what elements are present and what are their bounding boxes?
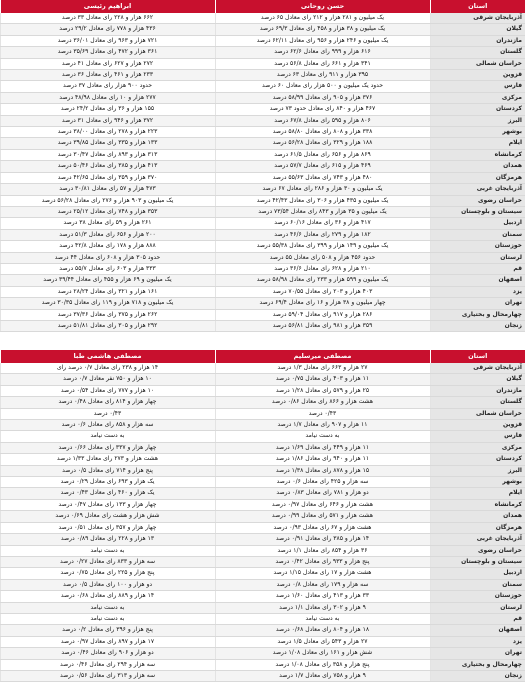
vote-cell: ۰/۴۳ درصد — [0, 408, 215, 419]
table-row — [0, 670, 525, 681]
vote-cell: یک هزار و ۴۶۰ رای معادل ۰/۴۳ درصد — [0, 488, 215, 499]
province-cell: همدان — [430, 161, 525, 172]
province-cell: مرکزی — [430, 442, 525, 453]
vote-cell: حدود ۴۵۶ هزار و ۵۰۸ رای معادل ۵۵ درصد — [215, 252, 430, 263]
table-row — [0, 47, 525, 58]
vote-cell: ۱۴ هزار و ۸۸۹ رای معادل ۰/۶۸ درصد — [0, 591, 215, 602]
vote-cell: ۴۶۹ هزار و ۶۱۵ رای معادل ۵۷/۷ درصد — [215, 161, 430, 172]
province-cell: گیلان — [430, 24, 525, 35]
table-row — [0, 488, 525, 499]
vote-cell: یک میلیون و ۲۸۱ هزار و ۲۱۲ رای معادل ۶۵ درصد — [215, 13, 430, 24]
province-cell: چهارمحال و بختیاری — [430, 659, 525, 670]
vote-cell: به دست نیامد — [0, 545, 215, 556]
vote-cell: ۱۳۳ هزار و ۳۳۵ رای معادل ۳۹/۸۵ درصد — [0, 138, 215, 149]
vote-cell: ۶۱۶ هزار و ۹۹۹ رای معادل ۶۲/۶ درصد — [215, 47, 430, 58]
vote-cell: پنج هزار و ۳۵۸ رای معادل ۱/۰۸ درصد — [215, 659, 430, 670]
table-row — [0, 648, 525, 659]
table-body — [0, 13, 525, 332]
province-cell: کردستان — [430, 104, 525, 115]
province-cell: فارس — [430, 431, 525, 442]
province-cell: مازندران — [430, 35, 525, 46]
vote-cell: یک میلیون و ۳۰ هزار و ۲۸۶ رای معادل ۶۷ درصد — [215, 184, 430, 195]
vote-cell: سه هزار و ۴۲۵ رای معادل ۰/۶ درصد — [215, 477, 430, 488]
vote-cell: ۳۶۱ هزار و ۴۷۲ رای معادل ۳۵/۶۹ درصد — [0, 47, 215, 58]
vote-cell: ۱۰ هزار و ۷۵۰ نفر معادل ۰/۷ درصد — [0, 374, 215, 385]
table-row — [0, 477, 525, 488]
vote-cell: چهار هزار و ۸۱۴ رای معادل ۰/۴۸ درصد — [0, 397, 215, 408]
table-row — [0, 218, 525, 229]
vote-cell: به دست نیامد — [215, 613, 430, 624]
vote-cell: ۱۸ هزار و ۸۰۴ رای معادل ۰/۶۸ درصد — [215, 625, 430, 636]
province-cell: آذربایجان غربی — [430, 184, 525, 195]
vote-cell: ۴۷۳ هزار و ۵۷ رای معادل ۳۰/۸۱ درصد — [0, 184, 215, 195]
table-row — [0, 70, 525, 81]
vote-cell: هشت هزار و ۶۴۶ رای معادل ۰/۹۷ درصد — [215, 499, 430, 510]
header-candidate-raisi: ابراهیم رئیسی — [0, 0, 215, 13]
table-row — [0, 320, 525, 331]
table-row — [0, 556, 525, 567]
header-province: استان — [430, 350, 525, 363]
vote-cell: ۲۶۱ هزار و ۵۹ رای معادل ۳۸ درصد — [0, 218, 215, 229]
province-cell: کرمانشاه — [430, 149, 525, 160]
table-row — [0, 591, 525, 602]
table-row — [0, 420, 525, 431]
header-candidate-mirsalim: مصطفی میرسلیم — [215, 350, 430, 363]
vote-cell: ۲۷۷ هزار و ۱۰ رای معادل ۴۸/۹۸ درصد — [0, 92, 215, 103]
vote-cell: ۱۶۱ هزار و ۳۲۱ رای معادل ۲۸/۲۴ درصد — [0, 286, 215, 297]
table-row — [0, 309, 525, 320]
vote-cell: ۱۱ هزار و ۹۰۷ رای معادل ۱/۷ درصد — [215, 420, 430, 431]
province-cell: اصفهان — [430, 625, 525, 636]
vote-cell: سه هزار و ۸۳۳ رای معادل ۰/۲۷ درصد — [0, 556, 215, 567]
vote-cell: ۱۵۵ هزار و ۳۶ رای معادل ۲۴/۲ درصد — [0, 104, 215, 115]
table-row — [0, 184, 525, 195]
province-cell: البرز — [430, 465, 525, 476]
table-row — [0, 545, 525, 556]
province-cell: چهارمحال و بختیاری — [430, 309, 525, 320]
vote-cell: یک میلیون و ۱۴۹ هزار و ۳۹۹ رای معادل ۵۵/۳۸ درصد — [215, 241, 430, 252]
vote-cell: ۳۳۳ هزار و ۶۰۳ رای معادل ۵۵/۷ درصد — [0, 263, 215, 274]
bottom-results-table-block — [0, 350, 525, 700]
province-cell: زنجان — [430, 670, 525, 681]
table-row — [0, 408, 525, 419]
vote-cell: ۲۵ هزار و ۵۷۹ رای معادل ۱/۲۸ درصد — [215, 385, 430, 396]
vote-cell: چهار هزار و ۳۵۷ رای معادل ۰/۵۱ درصد — [0, 522, 215, 533]
vote-cell: هشت هزار و ۶۷ رای معادل ۰/۹۳ درصد — [215, 522, 430, 533]
vote-cell: ۳۵۳ هزار و ۷۴۸ رای معادل ۲۵/۱۲ درصد — [0, 206, 215, 217]
table-row — [0, 35, 525, 46]
table-row — [0, 286, 525, 297]
table-row — [0, 442, 525, 453]
vote-cell: یک میلیون و ۶۹ هزار و ۴۵۵ رای معادل ۳۹/۴۴ درصد — [0, 275, 215, 286]
vote-cell: ۴۱۷ هزار و ۳۶ رای معادل ۶۰/۱۶ درصد — [215, 218, 430, 229]
table-row — [0, 522, 525, 533]
province-cell: کرمانشاه — [430, 499, 525, 510]
province-cell: لرستان — [430, 252, 525, 263]
vote-cell: چهار هزار و ۱۳۳ رای معادل ۰/۴۷ درصد — [0, 499, 215, 510]
header-candidate-rouhani: حسن روحانی — [215, 0, 430, 13]
table-row — [0, 104, 525, 115]
province-cell: قزوین — [430, 70, 525, 81]
table-row — [0, 252, 525, 263]
province-cell: کردستان — [430, 454, 525, 465]
table-row — [0, 206, 525, 217]
vote-cell: ۳۱۳ هزار و ۸۹۳ رای معادل ۳۰/۴۷ درصد — [0, 149, 215, 160]
province-cell: گیلان — [430, 374, 525, 385]
vote-cell: به دست نیامد — [215, 431, 430, 442]
vote-cell: هشت هزار و ۸۶۶ رای معادل ۰/۸۶ درصد — [215, 397, 430, 408]
table-body — [0, 363, 525, 682]
vote-cell: ۱۳ هزار و ۲۲۸ رای معادل ۰/۸۹ درصد — [0, 534, 215, 545]
vote-cell: دو هزار و ۱۰۰ رای معادل ۰/۵ درصد — [0, 579, 215, 590]
vote-cell: ۴۰۳ هزار و ۲۰۳ رای معادل ۷۰/۵۵ درصد — [215, 286, 430, 297]
province-cell: خراسان رضوی — [430, 195, 525, 206]
vote-cell: ۳۳ هزار و ۴۱۳ رای معادل ۱/۶۰ درصد — [215, 591, 430, 602]
vote-cell: ۱۵ هزار و ۸۷۸ رای معادل ۱/۳۸ درصد — [215, 465, 430, 476]
vote-cell: ۲۷۲ هزار و ۶۲۷ رای معادل ۴۱ درصد — [0, 58, 215, 69]
vote-cell: ۳۴۱ هزار و ۶۶۱ رای معادل ۵۶/۸ درصد — [215, 58, 430, 69]
table-row — [0, 241, 525, 252]
vote-cell: ۳۵۹ هزار و ۹۸۱ رای معادل ۵۶/۸۱ درصد — [215, 320, 430, 331]
table-row — [0, 602, 525, 613]
vote-cell: سه هزار و ۱۷۹ رای معادل ۰/۸ درصد — [215, 579, 430, 590]
province-cell: سمنان — [430, 229, 525, 240]
vote-cell: ۱۱ هزار و ۴۰۳ رای معادل ۰/۷۵ درصد — [215, 374, 430, 385]
province-cell: اردبیل — [430, 568, 525, 579]
vote-cell: ۳۶ هزار و ۸۵۴ رای معادل ۱/۱ درصد — [215, 545, 430, 556]
table-row — [0, 172, 525, 183]
province-cell: مرکزی — [430, 92, 525, 103]
vote-cell: هشت هزار و ۲۷۳ رای معادل ۱/۳۳ درصد — [0, 454, 215, 465]
table-row — [0, 24, 525, 35]
vote-cell: ۲۱۰ هزار و ۶۲۸ رای معادل ۳۶/۶ درصد — [215, 263, 430, 274]
province-cell: قزوین — [430, 420, 525, 431]
province-cell: ایلام — [430, 488, 525, 499]
province-cell: فارس — [430, 81, 525, 92]
table-header-row — [0, 0, 525, 13]
vote-cell: پنج هزار و ۹۳۳ رای معادل ۰/۴۲ درصد — [215, 556, 430, 567]
vote-cell: یک هزار و ۶۹۳ رای معادل ۰/۲۹ درصد — [0, 477, 215, 488]
vote-cell: دو هزار و ۷۸۱ رای معادل ۰/۸۳ درصد — [215, 488, 430, 499]
province-cell: ایلام — [430, 138, 525, 149]
province-cell: همدان — [430, 511, 525, 522]
province-cell: تهران — [430, 648, 525, 659]
vote-cell: یک میلیون و ۳۸ هزار و ۴۵۸ رای معادل ۶۹/۳ درصد — [215, 24, 430, 35]
table-row — [0, 229, 525, 240]
vote-cell: هشت هزار و ۱۷ رای معادل ۱/۱۵ درصد — [215, 568, 430, 579]
table-row — [0, 613, 525, 624]
table-row — [0, 625, 525, 636]
top-results-table-block — [0, 0, 525, 344]
vote-cell: ۱۸۸ هزار و ۳۲۹ رای معادل ۵۶/۲۸ درصد — [215, 138, 430, 149]
vote-cell: ۲۹۲ هزار و ۳۰۵ رای معادل ۵۱/۸۱ درصد — [0, 320, 215, 331]
province-cell: قم — [430, 263, 525, 274]
table-row — [0, 161, 525, 172]
vote-cell: ۹ هزار و ۳۰۲ رای معادل ۱/۱ درصد — [215, 602, 430, 613]
vote-cell: یک میلیون و ۴۳۵ هزار و ۳۰۶ رای معادل ۴۲/۴۳ درصد — [215, 195, 430, 206]
table-row — [0, 13, 525, 24]
table-header-row — [0, 350, 525, 363]
results-table-bottom — [0, 350, 525, 682]
vote-cell: شش هزار و ۱۶۱ رای معادل ۱/۰۸ درصد — [215, 648, 430, 659]
table-row — [0, 385, 525, 396]
table-row — [0, 568, 525, 579]
vote-cell: حدود یک میلیون و ۵۰۰ هزار رای معادل ۶۰ درصد — [215, 81, 430, 92]
province-cell: هرمزگان — [430, 172, 525, 183]
table-row — [0, 659, 525, 670]
vote-cell: ۳۷۶ هزار و ۹۰۵ رای معادل ۵۸/۹۹ درصد — [215, 92, 430, 103]
vote-cell: حدود ۳۰۵ هزار و ۶۰۸ رای معادل ۴۴ درصد — [0, 252, 215, 263]
province-cell: بوشهر — [430, 127, 525, 138]
table-row — [0, 263, 525, 274]
vote-cell: ۴۸۰ هزار و ۷۴۳ رای معادل ۵۵/۶۳ درصد — [215, 172, 430, 183]
table-row — [0, 534, 525, 545]
province-cell: زنجان — [430, 320, 525, 331]
vote-cell: سه هزار و ۲۹۴ رای معادل ۰/۴۶ درصد — [0, 659, 215, 670]
vote-cell: یک میلیون و ۲۴۶ هزار و ۹۵۶ رای معادل ۶۲/۱۱ درصد — [215, 35, 430, 46]
vote-cell: هشت هزار و ۵۷۱ رای معادل ۰/۹۹ درصد — [215, 511, 430, 522]
table-row — [0, 149, 525, 160]
province-cell: گلستان — [430, 397, 525, 408]
table-row — [0, 454, 525, 465]
vote-cell: ۱۱ هزار و ۹۴۰ رای معادل ۱/۸۶ درصد — [215, 454, 430, 465]
vote-cell: حدود ۹۰۰ هزار رای معادل ۳۷ درصد — [0, 81, 215, 92]
vote-cell: ۴۳۶ هزار و ۷۷۸ رای معادل ۲۹/۲ درصد — [0, 24, 215, 35]
province-cell: اصفهان — [430, 275, 525, 286]
table-row — [0, 511, 525, 522]
vote-cell: ۳۷۰ هزار و ۳۵۹ رای معادل ۴۲/۶۵ درصد — [0, 172, 215, 183]
province-cell: مازندران — [430, 385, 525, 396]
table-row — [0, 579, 525, 590]
table-row — [0, 465, 525, 476]
province-cell: تهران — [430, 298, 525, 309]
table-row — [0, 81, 525, 92]
vote-cell: پنج هزار و ۲۲۵ رای معادل ۰/۷۵ درصد — [0, 568, 215, 579]
province-cell: خراسان شمالی — [430, 58, 525, 69]
vote-cell: شش هزار و هشت رای معادل ۰/۶۹ درصد — [0, 511, 215, 522]
province-cell: اردبیل — [430, 218, 525, 229]
vote-cell: یک میلیون و ۵۹۹ هزار و ۲۳۳ رای معادل ۵۸/۹۸ درصد — [215, 275, 430, 286]
table-row — [0, 374, 525, 385]
province-cell: سیستان و بلوچستان — [430, 556, 525, 567]
vote-cell: به دست نیامد — [0, 602, 215, 613]
province-cell: البرز — [430, 115, 525, 126]
header-province: استان — [430, 0, 525, 13]
vote-cell: ۷۲۱ هزار و ۹۶۳ رای معادل ۳۶/۰۱ درصد — [0, 35, 215, 46]
province-cell: خوزستان — [430, 591, 525, 602]
province-cell: یزد — [430, 286, 525, 297]
table-row — [0, 92, 525, 103]
province-cell: یزد — [430, 636, 525, 647]
table-row — [0, 275, 525, 286]
vote-cell: دو هزار و ۹۰۶ رای معادل ۰/۴۶ درصد — [0, 648, 215, 659]
table-row — [0, 397, 525, 408]
vote-cell: ۴۶۷ هزار و ۸۴۰ رای معادل حدود ۷۳ درصد — [215, 104, 430, 115]
table-row — [0, 58, 525, 69]
table-row — [0, 499, 525, 510]
vote-cell: ۱۴ هزار و ۳۸۵ رای معادل ۰/۹۱ درصد — [215, 534, 430, 545]
vote-cell: ۸۰۶ هزار و ۵۹۵ رای معادل ۶۷/۸ درصد — [215, 115, 430, 126]
vote-cell: ۲۸۶ هزار و ۹۱۷ رای معادل ۵۹/۰۴ درصد — [215, 309, 430, 320]
vote-cell: ۴۱۳ هزار و ۳۸۵ رای معادل ۵۰/۴۶ درصد — [0, 161, 215, 172]
vote-cell: ۳۷۲ هزار و ۹۴۶ رای معادل ۳۱ درصد — [0, 115, 215, 126]
province-cell: لرستان — [430, 602, 525, 613]
vote-cell: پنج هزار و ۷۱۴ رای معادل ۰/۵ درصد — [0, 465, 215, 476]
table-row — [0, 115, 525, 126]
vote-cell: ۲۷ هزار و ۵۴۳ رای معادل ۱/۵ درصد — [215, 636, 430, 647]
province-cell: قم — [430, 613, 525, 624]
vote-cell: به دست نیامد — [0, 431, 215, 442]
vote-cell: ۱۰ هزار و ۷۷۷ رای معادل ۰/۵۴ درصد — [0, 385, 215, 396]
vote-cell: ۸۸۸ هزار و ۱۷۸ رای معادل ۴۲/۸ درصد — [0, 241, 215, 252]
province-cell: سمنان — [430, 579, 525, 590]
table-row — [0, 298, 525, 309]
vote-cell: یک میلیون و ۹۰۳ هزار و ۲۷۶ رای معادل ۵۶/۲۸ درصد — [0, 195, 215, 206]
province-cell: خراسان شمالی — [430, 408, 525, 419]
province-cell: آذربایجان شرقی — [430, 13, 525, 24]
vote-cell: ۱۴ هزار و ۲۳۸ رای معادل ۰/۷ درصد رای — [0, 363, 215, 374]
vote-cell: چهار هزار و ۳۳۷ رای معادل ۰/۶۶ درصد — [0, 442, 215, 453]
province-cell: آذربایجان غربی — [430, 534, 525, 545]
province-cell: بوشهر — [430, 477, 525, 488]
province-cell: هرمزگان — [430, 522, 525, 533]
vote-cell: ۲۷ هزار و ۶۶۳ رای معادل ۱/۳ درصد — [215, 363, 430, 374]
vote-cell: ۱۷ هزار و ۸۹۷ رای معادل ۰/۹۷ درصد — [0, 636, 215, 647]
vote-cell: ۳۹۵ هزار و ۹۱۱ رای معادل ۶۳ درصد — [215, 70, 430, 81]
vote-cell: ۲۰۰ هزار و ۶۵۶ رای معادل ۵۱/۳ درصد — [0, 229, 215, 240]
vote-cell: ۸۶۹ هزار و ۶۵۶ رای معادل ۶۱/۵ درصد — [215, 149, 430, 160]
table-row — [0, 195, 525, 206]
province-cell: آذربایجان شرقی — [430, 363, 525, 374]
vote-cell: ۱۸۲ هزار و ۲۷۹ رای معادل ۴۶/۶ درصد — [215, 229, 430, 240]
vote-cell: ۹ هزار و ۷۵۸ رای معادل ۱/۷ درصد — [215, 670, 430, 681]
table-row — [0, 636, 525, 647]
province-cell: خوزستان — [430, 241, 525, 252]
vote-cell: ۱۱ هزار و ۴۴۹ رای معادل ۱/۶۹ درصد — [215, 442, 430, 453]
vote-cell: سه هزار و ۸۵۸ رای معادل ۰/۶ درصد — [0, 420, 215, 431]
province-cell: گلستان — [430, 47, 525, 58]
vote-cell: ۳۳۸ هزار و ۸۰۸ رای معادل ۵۸/۸۰ درصد — [215, 127, 430, 138]
vote-cell: یک میلیون و ۳۵ هزار و ۸۴۳ رای معادل ۷۳/۵۴ درصد — [215, 206, 430, 217]
table-row — [0, 127, 525, 138]
header-candidate-hashemitaba: مصطفی هاشمی طبا — [0, 350, 215, 363]
vote-cell: سه هزار و ۳۱۳ رای معادل ۰/۵۶ درصد — [0, 670, 215, 681]
vote-cell: ۲۶۲ هزار و ۳۷۵ رای معادل ۳۷/۳۶ درصد — [0, 309, 215, 320]
vote-cell: به دست نیامد — [0, 613, 215, 624]
province-cell: سیستان و بلوچستان — [430, 206, 525, 217]
vote-cell: ۶۶۲ هزار و ۲۲۸ رای معادل ۳۳ درصد — [0, 13, 215, 24]
results-table-top — [0, 0, 525, 332]
vote-cell: ۰/۴۳ درصد — [215, 408, 430, 419]
table-row — [0, 363, 525, 374]
vote-cell: چهار میلیون و ۳۸ هزار و ۱۶ رای معادل ۶۹/۴ درصد — [215, 298, 430, 309]
vote-cell: یک میلیون و ۷۱۸ هزار و ۱۱۹ رای معادل ۳۰/۳۵ درصد — [0, 298, 215, 309]
vote-cell: ۲۲۳ هزار و ۲۷۸ رای معادل ۳۸/۰۰ درصد — [0, 127, 215, 138]
table-row — [0, 138, 525, 149]
table-row — [0, 431, 525, 442]
vote-cell: پنج هزار و ۳۹۶ رای معادل ۰/۲ درصد — [0, 625, 215, 636]
vote-cell: ۲۳۳ هزار و ۴۶۱ رای معادل ۳۶ درصد — [0, 70, 215, 81]
province-cell: خراسان رضوی — [430, 545, 525, 556]
